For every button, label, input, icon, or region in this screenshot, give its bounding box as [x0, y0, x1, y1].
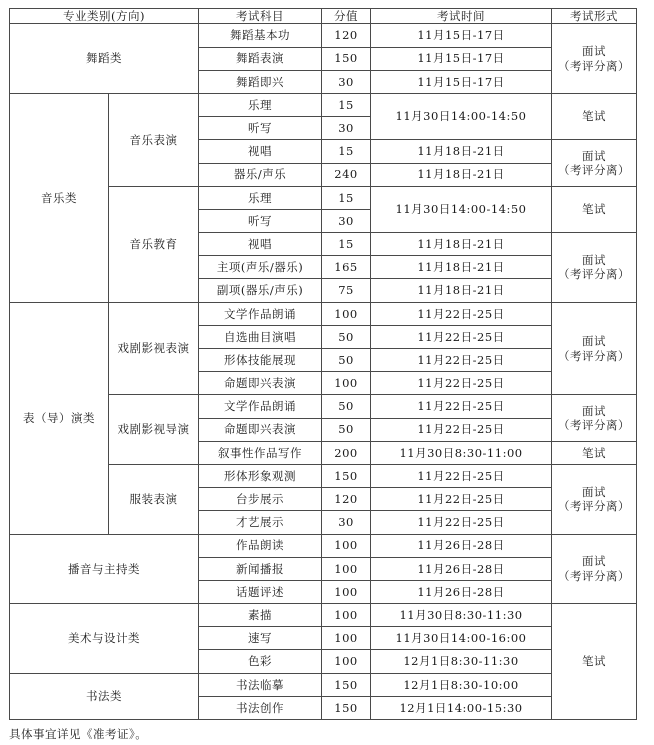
time-cell: 11月30日8:30-11:30 — [371, 604, 552, 627]
subcategory-music-performance: 音乐表演 — [109, 93, 199, 186]
subject-cell: 素描 — [199, 604, 322, 627]
time-cell: 11月18日-21日 — [371, 279, 552, 302]
subject-cell: 命题即兴表演 — [199, 418, 322, 441]
subcategory-drama-acting: 戏剧影视表演 — [109, 302, 199, 395]
subject-cell: 乐理 — [199, 93, 322, 116]
subject-cell: 叙事性作品写作 — [199, 441, 322, 464]
subject-cell: 舞蹈即兴 — [199, 70, 322, 93]
score-cell: 50 — [322, 349, 371, 372]
subject-cell: 书法临摹 — [199, 673, 322, 696]
table-row — [10, 302, 637, 325]
score-cell: 30 — [322, 511, 371, 534]
time-cell: 11月30日8:30-11:00 — [371, 441, 552, 464]
time-cell: 11月15日-17日 — [371, 70, 552, 93]
score-cell: 150 — [322, 673, 371, 696]
subject-cell: 器乐/声乐 — [199, 163, 322, 186]
score-cell: 30 — [322, 70, 371, 93]
time-cell: 11月30日14:00-16:00 — [371, 627, 552, 650]
time-cell: 11月22日-25日 — [371, 511, 552, 534]
score-cell: 50 — [322, 395, 371, 418]
time-cell: 11月22日-25日 — [371, 349, 552, 372]
time-cell: 11月18日-21日 — [371, 256, 552, 279]
score-cell: 150 — [322, 464, 371, 487]
score-cell: 200 — [322, 441, 371, 464]
subject-cell: 听写 — [199, 209, 322, 232]
category-music: 音乐类 — [10, 93, 109, 302]
subject-cell: 话题评述 — [199, 580, 322, 603]
subject-cell: 才艺展示 — [199, 511, 322, 534]
time-cell: 11月22日-25日 — [371, 302, 552, 325]
form-cell: 笔试 — [552, 93, 637, 139]
score-cell: 100 — [322, 372, 371, 395]
form-cell: 笔试 — [552, 441, 637, 464]
table-row — [10, 673, 637, 696]
category-broadcast: 播音与主持类 — [10, 534, 199, 604]
score-cell: 100 — [322, 627, 371, 650]
form-cell: 面试 （考评分离） — [552, 464, 637, 534]
score-cell: 15 — [322, 140, 371, 163]
subject-cell: 文学作品朗诵 — [199, 302, 322, 325]
score-cell: 240 — [322, 163, 371, 186]
time-cell: 11月15日-17日 — [371, 24, 552, 47]
subject-cell: 视唱 — [199, 140, 322, 163]
time-cell: 12月1日8:30-10:00 — [371, 673, 552, 696]
subject-cell: 台步展示 — [199, 488, 322, 511]
time-cell: 11月26日-28日 — [371, 580, 552, 603]
score-cell: 15 — [322, 233, 371, 256]
score-cell: 100 — [322, 650, 371, 673]
time-cell: 11月22日-25日 — [371, 372, 552, 395]
category-acting: 表（导）演类 — [10, 302, 109, 534]
score-cell: 150 — [322, 47, 371, 70]
header-category: 专业类别(方向) — [10, 9, 199, 24]
table-row — [10, 24, 637, 47]
score-cell: 100 — [322, 604, 371, 627]
score-cell: 30 — [322, 117, 371, 140]
time-cell: 11月30日14:00-14:50 — [371, 186, 552, 232]
subject-cell: 主项(声乐/器乐) — [199, 256, 322, 279]
time-cell: 11月18日-21日 — [371, 140, 552, 163]
header-form: 考试形式 — [552, 9, 637, 24]
subject-cell: 形体技能展现 — [199, 349, 322, 372]
score-cell: 75 — [322, 279, 371, 302]
subject-cell: 舞蹈表演 — [199, 47, 322, 70]
subject-cell: 命题即兴表演 — [199, 372, 322, 395]
category-calligraphy: 书法类 — [10, 673, 199, 719]
subject-cell: 形体形象观测 — [199, 464, 322, 487]
subcategory-music-education: 音乐教育 — [109, 186, 199, 302]
subject-cell: 自选曲目演唱 — [199, 325, 322, 348]
time-cell: 12月1日8:30-11:30 — [371, 650, 552, 673]
exam-schedule-table — [9, 8, 637, 720]
time-cell: 11月26日-28日 — [371, 557, 552, 580]
time-cell: 11月22日-25日 — [371, 488, 552, 511]
score-cell: 15 — [322, 93, 371, 116]
score-cell: 120 — [322, 488, 371, 511]
table-row — [10, 93, 637, 116]
score-cell: 100 — [322, 302, 371, 325]
time-cell: 11月15日-17日 — [371, 47, 552, 70]
form-cell: 面试 （考评分离） — [552, 302, 637, 395]
score-cell: 165 — [322, 256, 371, 279]
header-time: 考试时间 — [371, 9, 552, 24]
table-header-row — [10, 9, 637, 24]
subject-cell: 舞蹈基本功 — [199, 24, 322, 47]
subject-cell: 副项(器乐/声乐) — [199, 279, 322, 302]
time-cell: 11月30日14:00-14:50 — [371, 93, 552, 139]
table-row — [10, 604, 637, 627]
time-cell: 11月18日-21日 — [371, 233, 552, 256]
time-cell: 12月1日14:00-15:30 — [371, 696, 552, 719]
subject-cell: 乐理 — [199, 186, 322, 209]
time-cell: 11月22日-25日 — [371, 395, 552, 418]
subject-cell: 听写 — [199, 117, 322, 140]
score-cell: 120 — [322, 24, 371, 47]
subject-cell: 书法创作 — [199, 696, 322, 719]
score-cell: 100 — [322, 534, 371, 557]
score-cell: 100 — [322, 580, 371, 603]
header-subject: 考试科目 — [199, 9, 322, 24]
table-row — [10, 534, 637, 557]
subject-cell: 新闻播报 — [199, 557, 322, 580]
subject-cell: 作品朗读 — [199, 534, 322, 557]
time-cell: 11月18日-21日 — [371, 163, 552, 186]
time-cell: 11月26日-28日 — [371, 534, 552, 557]
form-cell: 面试 （考评分离） — [552, 233, 637, 303]
score-cell: 15 — [322, 186, 371, 209]
score-cell: 150 — [322, 696, 371, 719]
form-cell: 笔试 — [552, 604, 637, 720]
time-cell: 11月22日-25日 — [371, 418, 552, 441]
subcategory-drama-directing: 戏剧影视导演 — [109, 395, 199, 465]
form-cell: 面试 （考评分离） — [552, 140, 637, 186]
category-dance: 舞蹈类 — [10, 24, 199, 94]
subcategory-costume-performance: 服装表演 — [109, 464, 199, 534]
form-cell: 面试 （考评分离） — [552, 24, 637, 94]
form-cell: 笔试 — [552, 186, 637, 232]
subject-cell: 文学作品朗诵 — [199, 395, 322, 418]
time-cell: 11月22日-25日 — [371, 464, 552, 487]
subject-cell: 色彩 — [199, 650, 322, 673]
subject-cell: 速写 — [199, 627, 322, 650]
form-cell: 面试 （考评分离） — [552, 395, 637, 441]
header-score: 分值 — [322, 9, 371, 24]
footnote: 具体事宜详见《准考证》。 — [9, 727, 148, 741]
form-cell: 面试 （考评分离） — [552, 534, 637, 604]
category-art-design: 美术与设计类 — [10, 604, 199, 674]
score-cell: 50 — [322, 325, 371, 348]
score-cell: 100 — [322, 557, 371, 580]
time-cell: 11月22日-25日 — [371, 325, 552, 348]
score-cell: 30 — [322, 209, 371, 232]
subject-cell: 视唱 — [199, 233, 322, 256]
score-cell: 50 — [322, 418, 371, 441]
